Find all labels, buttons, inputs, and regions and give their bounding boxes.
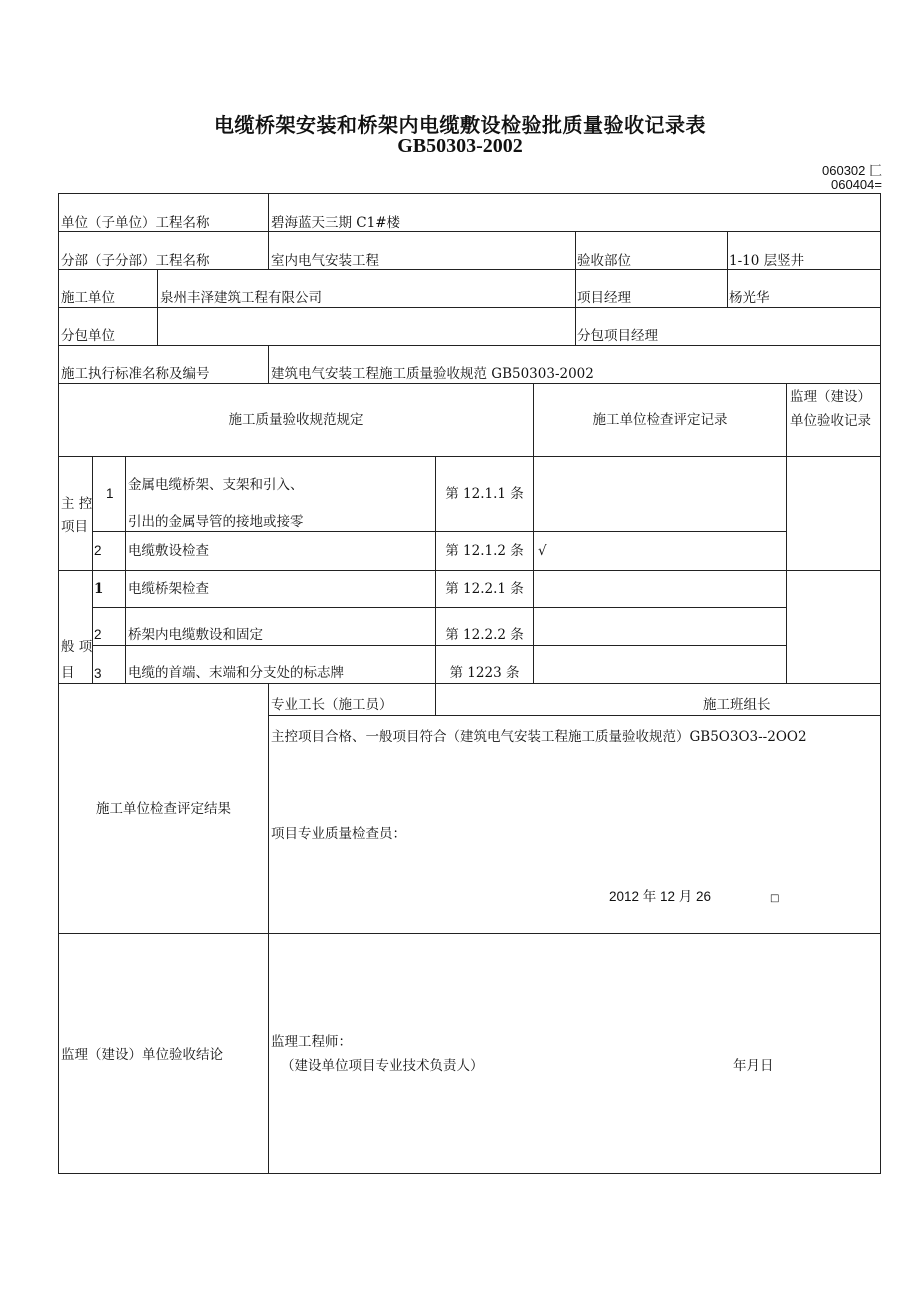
sub-pm-label: 分包项目经理	[577, 328, 658, 344]
main-item-desc-2: 引出的金属导管的接地或接零	[128, 514, 304, 530]
standard-label: 施工执行标准名称及编号	[61, 366, 210, 382]
inspection-date: 2012 年 12 月 26	[609, 889, 712, 904]
subunit-value: 室内电气安装工程	[271, 253, 379, 269]
supervisor-date-label: 年月日	[733, 1058, 774, 1074]
inspect-part-label: 验收部位	[577, 253, 631, 269]
general-items-group-label-2: 目	[61, 665, 75, 681]
main-item-record-check: √	[538, 543, 547, 559]
foreman-label: 专业工长（施工员）	[271, 697, 393, 713]
supervisor-engineer-label: 监理工程师：	[271, 1034, 352, 1050]
supervisor-column-header-2: 单位验收记录	[790, 413, 871, 429]
form-code-2: 060404=	[831, 177, 882, 192]
quality-inspector-label: 项目专业质量检查员：	[271, 826, 406, 842]
spec-column-header: 施工质量验收规范规定	[228, 412, 364, 428]
form-code-1: 060302 匚	[822, 163, 882, 178]
subunit-label: 分部（子分部）工程名称	[61, 253, 210, 269]
unit-value: 碧海蓝天三期 C1#楼	[271, 215, 401, 231]
contractor-value: 泉州丰泽建筑工程有限公司	[160, 290, 322, 306]
general-item-number: 2	[94, 627, 102, 642]
team-leader-label: 施工班组长	[703, 697, 771, 713]
form-title: 电缆桥架安装和桥架内电缆敷设检验批质量验收记录表	[214, 113, 706, 137]
pm-value: 杨光华	[729, 290, 770, 306]
inspect-part-value: 1-10 层竖井	[729, 253, 805, 269]
main-item-number: 1	[106, 486, 114, 501]
contractor-label: 施工单位	[61, 290, 115, 306]
main-items-group-label: 主 控	[61, 496, 93, 512]
pm-label: 项目经理	[577, 290, 631, 306]
contractor-result-label: 施工单位检查评定结果	[96, 801, 231, 817]
standard-value: 建筑电气安装工程施工质量验收规范 GB50303-2002	[271, 366, 594, 382]
general-item-desc: 桥架内电缆敷设和固定	[128, 627, 263, 643]
general-item-clause: 第 12.2.2 条	[445, 627, 524, 643]
main-item-desc: 电缆敷设检查	[128, 543, 209, 559]
supervisor-column-header-1: 监理（建设）	[790, 389, 871, 405]
general-item-number: 3	[94, 666, 102, 681]
unit-label: 单位（子单位）工程名称	[61, 215, 210, 231]
supervisor-conclusion-label: 监理（建设）单位验收结论	[61, 1047, 223, 1063]
general-item-clause: 第 1223 条	[449, 665, 520, 681]
record-column-header: 施工单位检查评定记录	[592, 412, 728, 428]
main-item-number: 2	[94, 543, 102, 558]
main-item-desc: 金属电缆桥架、支架和引入、	[128, 477, 304, 493]
general-items-group-label: 般 项	[61, 639, 93, 655]
general-item-clause: 第 12.2.1 条	[445, 581, 524, 597]
date-mark: □	[770, 893, 780, 904]
inspection-table	[58, 193, 881, 1174]
technical-lead-label: （建设单位项目专业技术负责人）	[281, 1058, 484, 1074]
form-standard-code: GB50303-2002	[397, 135, 523, 157]
general-item-desc: 电缆的首端、末端和分支处的标志牌	[128, 665, 344, 681]
subcontractor-label: 分包单位	[61, 328, 115, 344]
general-item-desc: 电缆桥架检查	[128, 581, 209, 597]
main-items-group-label-2: 项目	[61, 519, 88, 535]
contractor-result-text: 主控项目合格、一般项目符合（建筑电气安装工程施工质量验收规范）GB5O3O3--2OO2	[271, 729, 807, 745]
main-item-clause: 第 12.1.2 条	[445, 543, 524, 559]
general-item-number: 1	[94, 581, 104, 597]
main-item-clause: 第 12.1.1 条	[445, 486, 524, 502]
